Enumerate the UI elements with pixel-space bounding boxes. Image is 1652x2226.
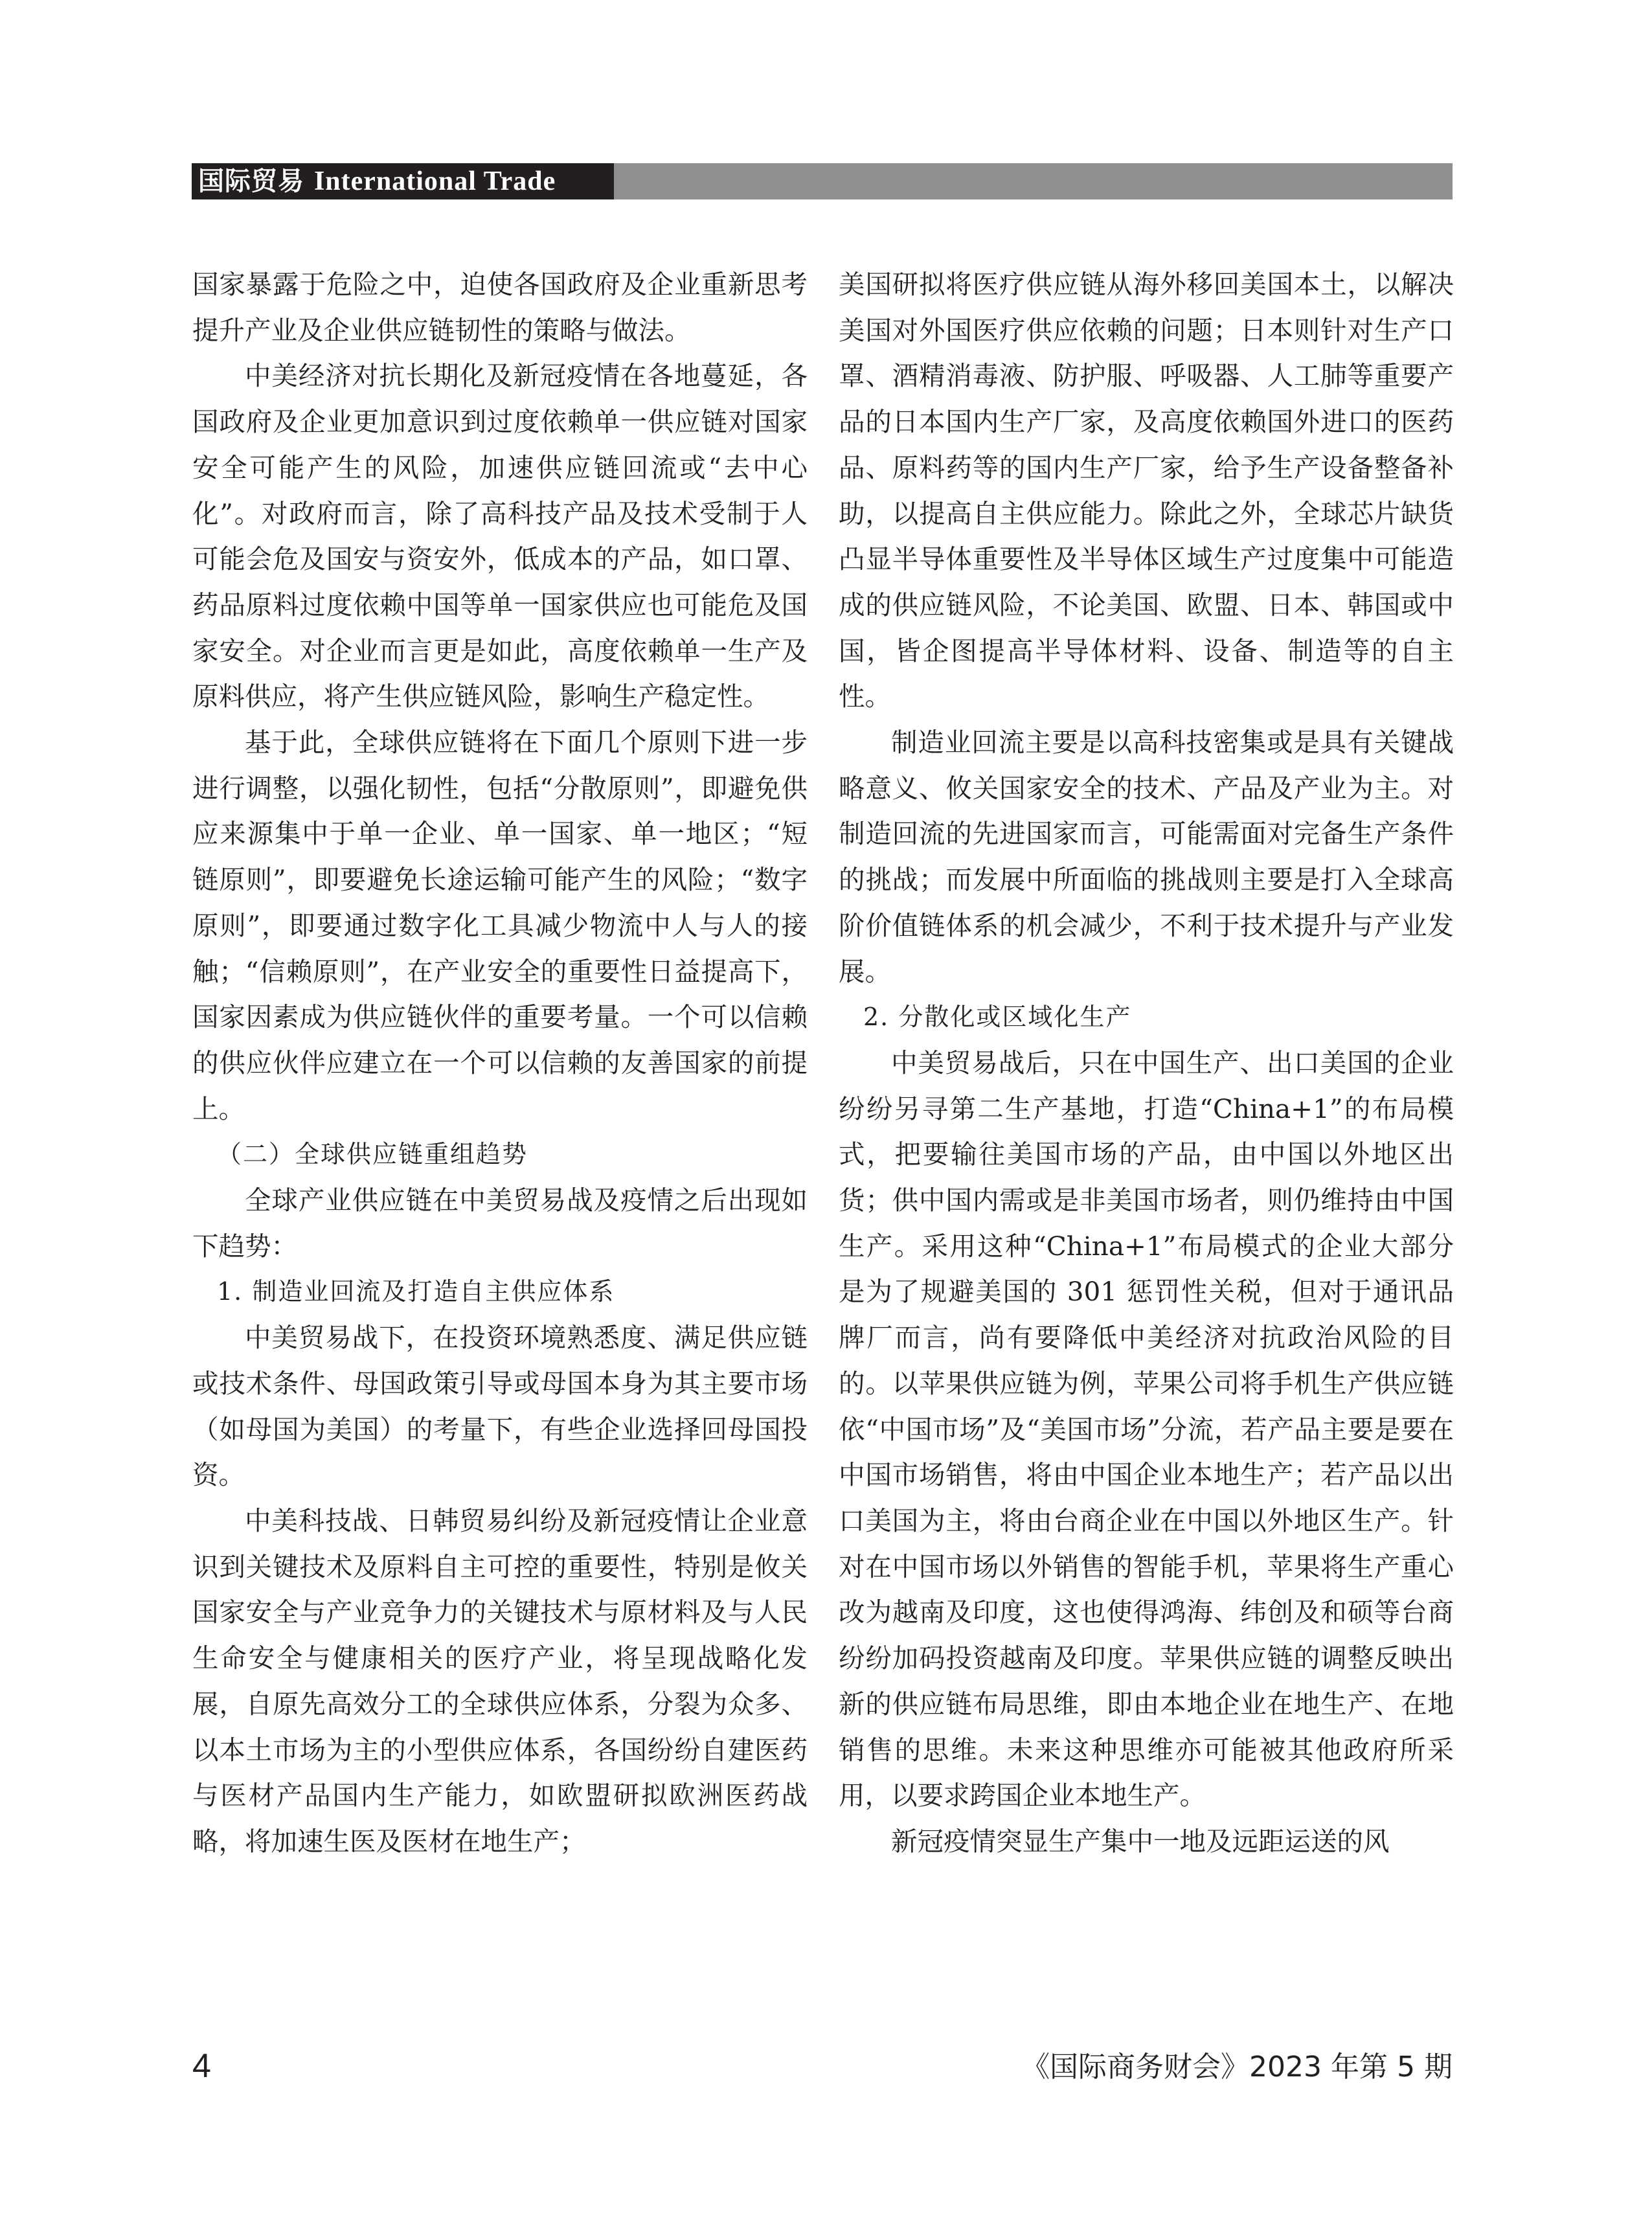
paragraph: 中美贸易战后，只在中国生产、出口美国的企业纷纷另寻第二生产基地，打造“China+1”的布局模式，把要输往美国市场的产品，由中国以外地区出货；供中国内需或是非美国市场者，则仍维持由中国生产。采用这种“China+1”布局模式的企业大部分是为了规避美国的 301 惩罚性关税，但对于通讯品牌厂而言，尚有要降低中美经济对抗政治风险的目的。以苹果供应链为例，苹果公司将手机生产供应链依“中国市场”及“美国市场”分流，若产品主要是要在中国市场销售，将由中国企业本地生产；若产品以出口美国为主，将由台商企业在中国以外地区生产。针对在中国市场以外销售的智能手机，苹果将生产重心改为越南及印度，这也使得鸿海、纬创及和硕等台商纷纷加码投资越南及印度。苹果供应链的调整反映出新的供应链布局思维，即由本地企业在地生产、在地销售的思维。未来这种思维亦可能被其他政府所采用，以要求跨国企业本地生产。 <box>839 1047 1454 1811</box>
section-header-label <box>192 163 614 199</box>
paragraph: 美国研拟将医疗供应链从海外移回美国本土，以解决美国对外国医疗供应依赖的问题；日本则针对生产口罩、酒精消毒液、防护服、呼吸器、人工肺等重要产品的日本国内生产厂家，及高度依赖国外进口的医药品、原料药等的国内生产厂家，给予生产设备整备补助，以提高自主供应能力。除此之外，全球芯片缺货凸显半导体重要性及半导体区域生产过度集中可能造成的供应链风险，不论美国、欧盟、日本、韩国或中国，皆企图提高半导体材料、设备、制造等的自主性。 <box>839 269 1454 712</box>
section-subheading: 1. 制造业回流及打造自主供应体系 <box>217 1277 615 1306</box>
section-subheading: 2. 分散化或区域化生产 <box>863 1003 1132 1032</box>
section-subheading: （二）全球供应链重组趋势 <box>217 1140 528 1169</box>
left-text-column <box>192 262 808 1865</box>
section-title-cn: 国际贸易 <box>198 166 304 196</box>
right-text-column <box>839 262 1454 1865</box>
paragraph: 中美贸易战下，在投资环境熟悉度、满足供应链或技术条件、母国政策引导或母国本身为其主要市场（如母国为美国）的考量下，有些企业选择回母国投资。 <box>192 1322 808 1491</box>
journal-issue: 《国际商务财会》2023 年第 5 期 <box>1021 2050 1453 2084</box>
paragraph: 全球产业供应链在中美贸易战及疫情之后出现如下趋势： <box>192 1185 808 1262</box>
page-number: 4 <box>192 2047 211 2085</box>
paragraph: 中美经济对抗长期化及新冠疫情在各地蔓延，各国政府及企业更加意识到过度依赖单一供应链对国家安全可能产生的风险，加速供应链回流或“去中心化”。对政府而言，除了高科技产品及技术受制于人可能会危及国安与资安外，低成本的产品，如口罩、药品原料过度依赖中国等单一国家供应也可能危及国家安全。对企业而言更是如此，高度依赖单一生产及原料供应，将产生供应链风险，影响生产稳定性。 <box>192 360 808 712</box>
paragraph: 新冠疫情突显生产集中一地及远距运送的风 <box>891 1825 1390 1857</box>
paragraph: 制造业回流主要是以高科技密集或是具有关键战略意义、攸关国家安全的技术、产品及产业为主。对制造回流的先进国家而言，可能需面对完备生产条件的挑战；而发展中所面临的挑战则主要是打入全球高阶价值链体系的机会减少，不利于技术提升与产业发展。 <box>839 727 1454 987</box>
paragraph: 国家暴露于危险之中，迫使各国政府及企业重新思考提升产业及企业供应链韧性的策略与做法。 <box>192 269 808 346</box>
section-title-en: International Trade <box>313 166 556 196</box>
paragraph: 基于此，全球供应链将在下面几个原则下进一步进行调整，以强化韧性，包括“分散原则”，即避免供应来源集中于单一企业、单一国家、单一地区；“短链原则”，即要避免长途运输可能产生的风险；“数字原则”，即要通过数字化工具减少物流中人与人的接触；“信赖原则”，在产业安全的重要性日益提高下，国家因素成为供应链伙伴的重要考量。一个可以信赖的供应伙伴应建立在一个可以信赖的友善国家的前提上。 <box>192 727 808 1124</box>
paragraph: 中美科技战、日韩贸易纠纷及新冠疫情让企业意识到关键技术及原料自主可控的重要性，特别是攸关国家安全与产业竞争力的关键技术与原材料及与人民生命安全与健康相关的医疗产业，将呈现战略化发展，自原先高效分工的全球供应体系，分裂为众多、以本土市场为主的小型供应体系，各国纷纷自建医药与医材产品国内生产能力，如欧盟研拟欧洲医药战略，将加速生医及医材在地生产； <box>192 1505 808 1857</box>
